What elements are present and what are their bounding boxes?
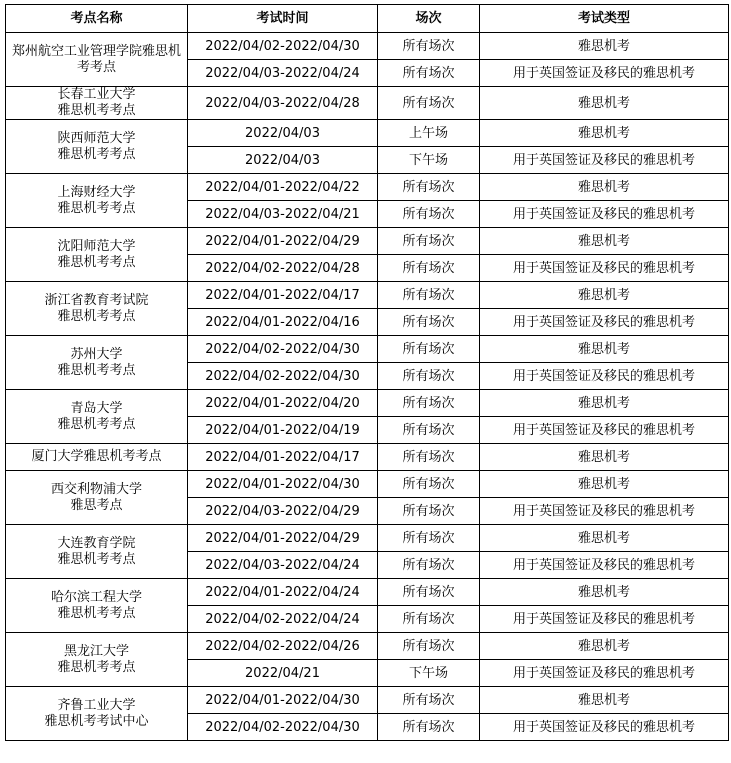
exam-type: 用于英国签证及移民的雅思机考 — [480, 606, 729, 633]
center-name — [6, 687, 188, 741]
session-slot: 下午场 — [378, 660, 480, 687]
exam-date: 2022/04/01-2022/04/17 — [188, 282, 378, 309]
exam-date: 2022/04/01-2022/04/22 — [188, 174, 378, 201]
exam-date: 2022/04/03 — [188, 120, 378, 147]
exam-date: 2022/04/21 — [188, 660, 378, 687]
exam-type: 雅思机考 — [480, 633, 729, 660]
exam-schedule-table — [5, 4, 729, 741]
center-name-line: 黑龙江大学 — [63, 643, 129, 659]
session-slot: 所有场次 — [378, 606, 480, 633]
center-name — [6, 579, 188, 633]
table-row — [6, 687, 729, 714]
exam-type: 用于英国签证及移民的雅思机考 — [480, 147, 729, 174]
exam-date: 2022/04/02-2022/04/30 — [188, 336, 378, 363]
center-name — [6, 228, 188, 282]
exam-date: 2022/04/03-2022/04/29 — [188, 498, 378, 525]
center-name-line: 雅思机考考试中心 — [44, 713, 149, 729]
table-row — [6, 336, 729, 363]
exam-type: 雅思机考 — [480, 687, 729, 714]
session-slot: 所有场次 — [378, 687, 480, 714]
header-row — [6, 5, 729, 33]
session-slot: 所有场次 — [378, 714, 480, 741]
exam-date: 2022/04/01-2022/04/24 — [188, 579, 378, 606]
header-center-name: 考点名称 — [6, 5, 188, 33]
exam-type: 雅思机考 — [480, 525, 729, 552]
center-name — [6, 120, 188, 174]
exam-type: 雅思机考 — [480, 444, 729, 471]
exam-date: 2022/04/03-2022/04/24 — [188, 60, 378, 87]
session-slot: 所有场次 — [378, 309, 480, 336]
header-exam-date: 考试时间 — [188, 5, 378, 33]
center-name-line: 郑州航空工业管理学院雅思机考考点 — [11, 43, 181, 75]
exam-date: 2022/04/01-2022/04/29 — [188, 228, 378, 255]
table-row — [6, 390, 729, 417]
header-session: 场次 — [378, 5, 480, 33]
exam-type: 用于英国签证及移民的雅思机考 — [480, 309, 729, 336]
session-slot: 所有场次 — [378, 336, 480, 363]
exam-date: 2022/04/02-2022/04/30 — [188, 33, 378, 60]
exam-type: 雅思机考 — [480, 33, 729, 60]
table-row — [6, 174, 729, 201]
exam-date: 2022/04/03-2022/04/28 — [188, 87, 378, 120]
center-name-line: 大连教育学院 — [57, 535, 136, 551]
session-slot: 所有场次 — [378, 417, 480, 444]
center-name — [6, 282, 188, 336]
table-row — [6, 87, 729, 120]
table-row — [6, 633, 729, 660]
exam-type: 用于英国签证及移民的雅思机考 — [480, 60, 729, 87]
exam-type: 用于英国签证及移民的雅思机考 — [480, 201, 729, 228]
exam-type: 用于英国签证及移民的雅思机考 — [480, 552, 729, 579]
table-row — [6, 525, 729, 552]
center-name-line: 陕西师范大学 — [57, 130, 136, 146]
exam-date: 2022/04/03-2022/04/24 — [188, 552, 378, 579]
session-slot: 所有场次 — [378, 33, 480, 60]
exam-type: 用于英国签证及移民的雅思机考 — [480, 714, 729, 741]
center-name-line: 苏州大学 — [70, 346, 123, 362]
table-body — [6, 33, 729, 741]
center-name-line: 青岛大学 — [70, 400, 123, 416]
session-slot: 所有场次 — [378, 282, 480, 309]
session-slot: 下午场 — [378, 147, 480, 174]
center-name-line: 雅思机考考点 — [57, 605, 136, 621]
exam-type: 用于英国签证及移民的雅思机考 — [480, 660, 729, 687]
exam-type: 用于英国签证及移民的雅思机考 — [480, 417, 729, 444]
table-row — [6, 33, 729, 60]
exam-type: 雅思机考 — [480, 228, 729, 255]
center-name-line: 雅思考点 — [70, 497, 123, 513]
exam-type: 用于英国签证及移民的雅思机考 — [480, 363, 729, 390]
exam-type: 雅思机考 — [480, 87, 729, 120]
table-row — [6, 579, 729, 606]
exam-type: 雅思机考 — [480, 174, 729, 201]
exam-date: 2022/04/02-2022/04/30 — [188, 714, 378, 741]
exam-date: 2022/04/01-2022/04/29 — [188, 525, 378, 552]
center-name-line: 浙江省教育考试院 — [44, 292, 149, 308]
center-name — [6, 471, 188, 525]
center-name-line: 哈尔滨工程大学 — [50, 589, 142, 605]
center-name-line: 雅思机考考点 — [57, 308, 136, 324]
center-name-line: 雅思机考考点 — [57, 551, 136, 567]
center-name-line: 雅思机考考点 — [57, 254, 136, 270]
session-slot: 所有场次 — [378, 471, 480, 498]
exam-date: 2022/04/01-2022/04/30 — [188, 471, 378, 498]
center-name — [6, 87, 188, 120]
session-slot: 所有场次 — [378, 201, 480, 228]
session-slot: 所有场次 — [378, 498, 480, 525]
center-name-line: 雅思机考考点 — [57, 200, 136, 216]
center-name-line: 长春工业大学 — [57, 87, 136, 102]
center-name-line: 雅思机考考点 — [57, 146, 136, 162]
table-row — [6, 471, 729, 498]
center-name — [6, 444, 188, 471]
exam-type: 用于英国签证及移民的雅思机考 — [480, 255, 729, 282]
session-slot: 所有场次 — [378, 363, 480, 390]
exam-date: 2022/04/01-2022/04/20 — [188, 390, 378, 417]
session-slot: 所有场次 — [378, 87, 480, 120]
center-name-line: 西交利物浦大学 — [50, 481, 142, 497]
exam-date: 2022/04/02-2022/04/30 — [188, 363, 378, 390]
header-exam-type: 考试类型 — [480, 5, 729, 33]
center-name-line: 上海财经大学 — [57, 184, 136, 200]
center-name-line: 雅思机考考点 — [57, 103, 136, 118]
center-name — [6, 174, 188, 228]
session-slot: 所有场次 — [378, 444, 480, 471]
exam-date: 2022/04/03-2022/04/21 — [188, 201, 378, 228]
session-slot: 所有场次 — [378, 552, 480, 579]
center-name-line: 雅思机考考点 — [57, 659, 136, 675]
exam-date: 2022/04/01-2022/04/19 — [188, 417, 378, 444]
center-name — [6, 336, 188, 390]
center-name-line: 雅思机考考点 — [57, 362, 136, 378]
session-slot: 所有场次 — [378, 174, 480, 201]
session-slot: 所有场次 — [378, 390, 480, 417]
center-name — [6, 390, 188, 444]
exam-date: 2022/04/02-2022/04/26 — [188, 633, 378, 660]
exam-type: 雅思机考 — [480, 579, 729, 606]
exam-date: 2022/04/01-2022/04/30 — [188, 687, 378, 714]
table-row — [6, 228, 729, 255]
center-name — [6, 633, 188, 687]
center-name — [6, 33, 188, 87]
session-slot: 所有场次 — [378, 633, 480, 660]
session-slot: 所有场次 — [378, 579, 480, 606]
exam-date: 2022/04/01-2022/04/16 — [188, 309, 378, 336]
exam-type: 雅思机考 — [480, 282, 729, 309]
exam-date: 2022/04/03 — [188, 147, 378, 174]
exam-type: 雅思机考 — [480, 471, 729, 498]
center-name-line: 雅思机考考点 — [57, 416, 136, 432]
session-slot: 所有场次 — [378, 525, 480, 552]
center-name-line: 沈阳师范大学 — [57, 238, 136, 254]
table-row — [6, 120, 729, 147]
session-slot: 所有场次 — [378, 255, 480, 282]
session-slot: 上午场 — [378, 120, 480, 147]
session-slot: 所有场次 — [378, 60, 480, 87]
exam-date: 2022/04/02-2022/04/24 — [188, 606, 378, 633]
exam-type: 雅思机考 — [480, 120, 729, 147]
center-name-line: 齐鲁工业大学 — [57, 697, 136, 713]
center-name-line: 厦门大学雅思机考考点 — [31, 449, 162, 464]
exam-date: 2022/04/01-2022/04/17 — [188, 444, 378, 471]
table-row — [6, 282, 729, 309]
exam-type: 雅思机考 — [480, 390, 729, 417]
exam-date: 2022/04/02-2022/04/28 — [188, 255, 378, 282]
exam-type: 用于英国签证及移民的雅思机考 — [480, 498, 729, 525]
exam-type: 雅思机考 — [480, 336, 729, 363]
table-row — [6, 444, 729, 471]
center-name — [6, 525, 188, 579]
session-slot: 所有场次 — [378, 228, 480, 255]
